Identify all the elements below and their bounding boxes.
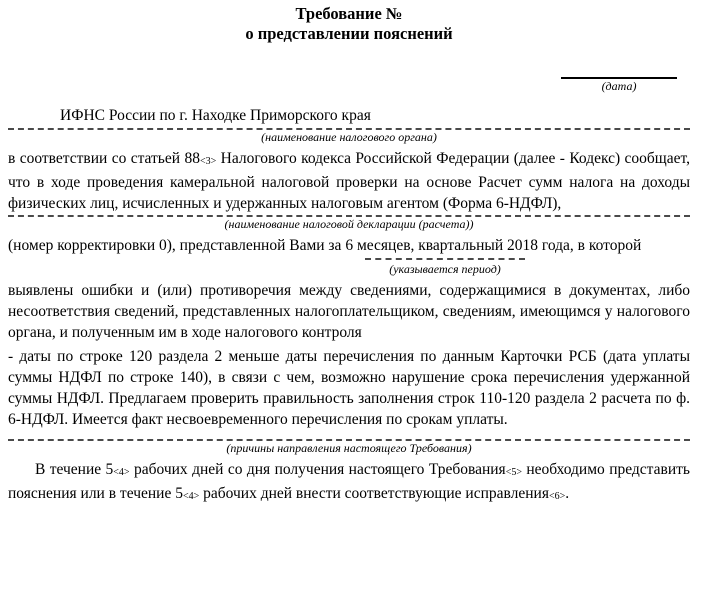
tax-authority-name: ИФНС России по г. Находке Приморского края — [8, 106, 690, 130]
title-line-1: Требование № — [295, 4, 403, 23]
reasons-caption: (причины направления настоящего Требования) — [226, 441, 472, 455]
document-title — [8, 4, 690, 44]
paragraph-intro: в соответствии со статьей 88<3> Налогового кодекса Российской Федерации (далее - Кодекс) сообщает, что в ходе проведения камеральной налоговой проверки на основе Расчет сумм налога на доходы физических лиц, исчисленных и удержанных налоговым агентом (Форма 6-НДФЛ), — [8, 150, 690, 212]
period-field — [365, 258, 525, 277]
paragraph-correction: (номер корректировки 0), представленной Вами за 6 месяцев, квартальный 2018 года, в которой — [8, 237, 642, 254]
title-line-2: о представлении пояснений — [245, 24, 453, 43]
date-field — [561, 77, 677, 94]
paragraph-details: - даты по строке 120 раздела 2 меньше даты перечисления по данным Карточки РСБ (дата уплаты суммы НДФЛ по строке 140), в связи с чем, возможно нарушение срока перечисления удержанной суммы НДФЛ. Предлагаем проверить правильность заполнения строк 110-120 раздела 2 расчета по ф. 6-НДФЛ. Имеется факт несвоевременного перечисления по срокам уплаты. — [8, 348, 690, 428]
declaration-caption: (наименование налоговой декларации (расчета)) — [224, 217, 474, 231]
tax-authority-caption: (наименование налогового органа) — [261, 130, 437, 144]
period-caption: (указывается период) — [389, 262, 501, 276]
paragraph-deadline: В течение 5<4> рабочих дней со дня получения настоящего Требования<5> необходимо представить пояснения или в течение 5<4> рабочих дней внести соответствующие исправления<6>. — [8, 461, 690, 502]
period-underline — [365, 258, 525, 260]
paragraph-errors: выявлены ошибки и (или) противоречия между сведениями, содержащимися в документах, либо несоответствия сведений, представленных налогоплательщиком, сведениям, имеющимся у налогового органа, и полученным им в ходе налогового контроля — [8, 282, 690, 341]
date-caption: (дата) — [601, 79, 637, 93]
